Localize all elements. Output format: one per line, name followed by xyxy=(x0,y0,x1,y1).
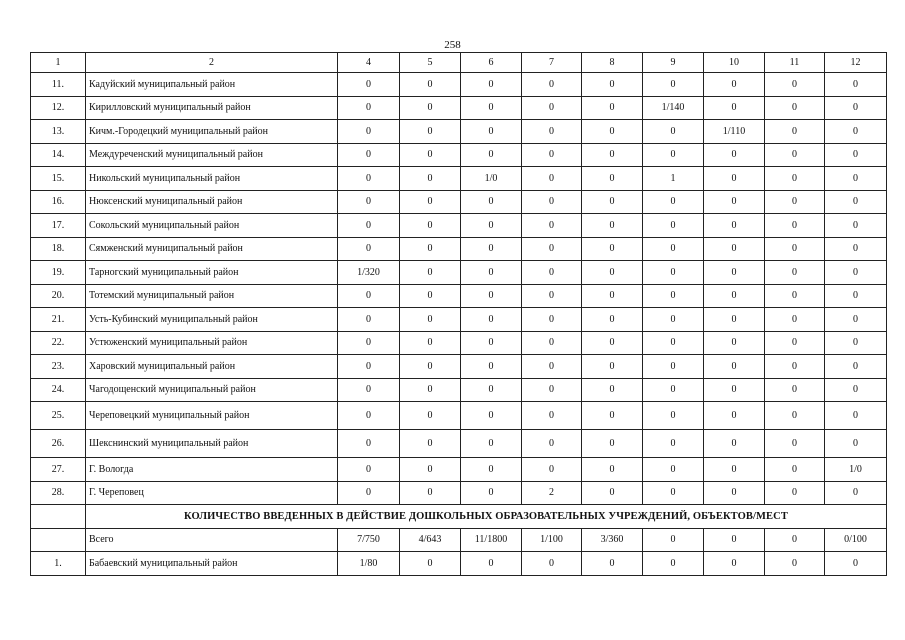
value-cell: 0 xyxy=(461,214,522,238)
district-name: Харовский муниципальный район xyxy=(86,355,338,379)
district-name: Сокольский муниципальный район xyxy=(86,214,338,238)
district-name: Устюженский муниципальный район xyxy=(86,331,338,355)
value-cell: 0 xyxy=(704,331,765,355)
value-cell: 0 xyxy=(400,143,461,167)
value-cell: 0 xyxy=(400,73,461,97)
value-cell: 0 xyxy=(825,308,887,332)
table-row xyxy=(31,552,887,576)
value-cell: 0 xyxy=(338,355,400,379)
value-cell: 0 xyxy=(338,237,400,261)
value-cell: 0 xyxy=(704,73,765,97)
value-cell: 0 xyxy=(582,458,643,482)
value-cell: 0 xyxy=(704,214,765,238)
header-cell: 7 xyxy=(522,53,582,73)
value-cell: 0 xyxy=(765,120,825,144)
total-row xyxy=(31,528,887,552)
value-cell: 0 xyxy=(522,120,582,144)
value-cell: 0 xyxy=(400,458,461,482)
table-row xyxy=(31,120,887,144)
district-name: Бабаевский муниципальный район xyxy=(86,552,338,576)
header-cell: 6 xyxy=(461,53,522,73)
district-name: Череповецкий муниципальный район xyxy=(86,402,338,430)
value-cell: 0 xyxy=(765,402,825,430)
value-cell: 0 xyxy=(643,552,704,576)
district-name: Нюксенский муниципальный район xyxy=(86,190,338,214)
district-name: Тотемский муниципальный район xyxy=(86,284,338,308)
row-number: 14. xyxy=(31,143,86,167)
header-row xyxy=(31,53,887,73)
value-cell: 0 xyxy=(825,237,887,261)
header-cell: 2 xyxy=(86,53,338,73)
value-cell: 0 xyxy=(522,190,582,214)
value-cell: 0 xyxy=(582,378,643,402)
header-cell: 4 xyxy=(338,53,400,73)
value-cell: 0 xyxy=(338,214,400,238)
value-cell: 0 xyxy=(643,378,704,402)
district-name: Кирилловский муниципальный район xyxy=(86,96,338,120)
value-cell: 0 xyxy=(522,458,582,482)
value-cell: 0 xyxy=(522,308,582,332)
value-cell: 0 xyxy=(825,96,887,120)
district-name: Усть-Кубинский муниципальный район xyxy=(86,308,338,332)
header-cell: 8 xyxy=(582,53,643,73)
value-cell: 0 xyxy=(704,190,765,214)
value-cell: 0 xyxy=(461,458,522,482)
district-name: Кичм.-Городецкий муниципальный район xyxy=(86,120,338,144)
value-cell: 0 xyxy=(338,284,400,308)
value-cell: 0 xyxy=(643,214,704,238)
value-cell: 1/140 xyxy=(643,96,704,120)
value-cell: 0 xyxy=(582,167,643,191)
table-row xyxy=(31,261,887,285)
value-cell: 0 xyxy=(582,331,643,355)
value-cell: 1/80 xyxy=(338,552,400,576)
value-cell: 0 xyxy=(765,167,825,191)
value-cell: 0 xyxy=(825,402,887,430)
value-cell: 0 xyxy=(825,190,887,214)
value-cell: 0 xyxy=(461,481,522,505)
value-cell: 1 xyxy=(643,167,704,191)
value-cell: 1/0 xyxy=(461,167,522,191)
value-cell: 0 xyxy=(704,552,765,576)
value-cell: 0 xyxy=(765,214,825,238)
value-cell: 0 xyxy=(643,308,704,332)
table-row xyxy=(31,190,887,214)
header-cell: 11 xyxy=(765,53,825,73)
value-cell: 11/1800 xyxy=(461,528,522,552)
value-cell: 0 xyxy=(461,355,522,379)
value-cell: 0 xyxy=(704,284,765,308)
value-cell: 0 xyxy=(582,261,643,285)
value-cell: 0 xyxy=(765,528,825,552)
row-number: 15. xyxy=(31,167,86,191)
header-cell: 10 xyxy=(704,53,765,73)
row-number: 24. xyxy=(31,378,86,402)
district-name: Шекснинский муниципальный район xyxy=(86,430,338,458)
value-cell: 0 xyxy=(643,430,704,458)
value-cell: 0 xyxy=(400,331,461,355)
value-cell: 0 xyxy=(825,167,887,191)
value-cell: 0 xyxy=(338,402,400,430)
row-number: 26. xyxy=(31,430,86,458)
value-cell: 0 xyxy=(400,167,461,191)
value-cell: 0/100 xyxy=(825,528,887,552)
value-cell: 0 xyxy=(522,237,582,261)
value-cell: 0 xyxy=(825,331,887,355)
value-cell: 0 xyxy=(582,96,643,120)
value-cell: 0 xyxy=(522,402,582,430)
value-cell: 0 xyxy=(522,331,582,355)
value-cell: 0 xyxy=(461,430,522,458)
value-cell: 0 xyxy=(825,481,887,505)
row-number: 21. xyxy=(31,308,86,332)
table-row xyxy=(31,378,887,402)
value-cell: 0 xyxy=(338,308,400,332)
value-cell: 0 xyxy=(765,430,825,458)
value-cell: 0 xyxy=(704,96,765,120)
table-row xyxy=(31,355,887,379)
value-cell: 0 xyxy=(338,96,400,120)
table-row xyxy=(31,331,887,355)
value-cell: 0 xyxy=(765,552,825,576)
district-name: Г. Череповец xyxy=(86,481,338,505)
row-number: 16. xyxy=(31,190,86,214)
value-cell: 0 xyxy=(461,261,522,285)
value-cell: 0 xyxy=(522,261,582,285)
row-number: 25. xyxy=(31,402,86,430)
header-cell: 12 xyxy=(825,53,887,73)
header-cell: 9 xyxy=(643,53,704,73)
table-row xyxy=(31,96,887,120)
value-cell: 0 xyxy=(400,96,461,120)
value-cell: 4/643 xyxy=(400,528,461,552)
row-number: 28. xyxy=(31,481,86,505)
value-cell: 0 xyxy=(582,143,643,167)
value-cell: 0 xyxy=(338,190,400,214)
row-number: 13. xyxy=(31,120,86,144)
row-number: 17. xyxy=(31,214,86,238)
value-cell: 0 xyxy=(338,430,400,458)
table-row xyxy=(31,430,887,458)
table-row xyxy=(31,284,887,308)
row-number: 1. xyxy=(31,552,86,576)
table-row xyxy=(31,481,887,505)
value-cell: 0 xyxy=(400,261,461,285)
table-row xyxy=(31,458,887,482)
data-table xyxy=(30,52,887,576)
value-cell: 0 xyxy=(582,355,643,379)
table-row xyxy=(31,237,887,261)
row-number: 11. xyxy=(31,73,86,97)
value-cell: 0 xyxy=(400,355,461,379)
value-cell: 0 xyxy=(400,552,461,576)
value-cell: 0 xyxy=(582,481,643,505)
value-cell: 0 xyxy=(704,355,765,379)
value-cell: 0 xyxy=(704,237,765,261)
value-cell: 0 xyxy=(704,378,765,402)
value-cell: 0 xyxy=(582,402,643,430)
section-row xyxy=(31,505,887,529)
table-body xyxy=(31,53,887,576)
district-name: Тарногский муниципальный район xyxy=(86,261,338,285)
value-cell: 3/360 xyxy=(582,528,643,552)
table-row xyxy=(31,214,887,238)
value-cell: 1/0 xyxy=(825,458,887,482)
value-cell: 0 xyxy=(582,552,643,576)
value-cell: 0 xyxy=(765,331,825,355)
value-cell: 0 xyxy=(400,402,461,430)
value-cell: 0 xyxy=(461,284,522,308)
row-number xyxy=(31,528,86,552)
value-cell: 0 xyxy=(522,284,582,308)
value-cell: 0 xyxy=(643,402,704,430)
value-cell: 0 xyxy=(400,378,461,402)
value-cell: 0 xyxy=(582,214,643,238)
value-cell: 0 xyxy=(522,143,582,167)
value-cell: 0 xyxy=(522,430,582,458)
value-cell: 0 xyxy=(765,261,825,285)
table-row xyxy=(31,73,887,97)
row-number: 27. xyxy=(31,458,86,482)
table-row xyxy=(31,167,887,191)
value-cell: 0 xyxy=(765,190,825,214)
value-cell: 0 xyxy=(522,552,582,576)
value-cell: 0 xyxy=(765,96,825,120)
value-cell: 0 xyxy=(338,120,400,144)
value-cell: 0 xyxy=(522,73,582,97)
value-cell: 0 xyxy=(704,402,765,430)
value-cell: 0 xyxy=(765,308,825,332)
value-cell: 0 xyxy=(643,73,704,97)
value-cell: 0 xyxy=(704,308,765,332)
value-cell: 0 xyxy=(338,378,400,402)
value-cell: 0 xyxy=(704,143,765,167)
value-cell: 0 xyxy=(582,190,643,214)
value-cell: 0 xyxy=(825,214,887,238)
district-name: Г. Вологда xyxy=(86,458,338,482)
value-cell: 0 xyxy=(825,284,887,308)
row-number: 18. xyxy=(31,237,86,261)
value-cell: 0 xyxy=(825,143,887,167)
value-cell: 1/110 xyxy=(704,120,765,144)
value-cell: 0 xyxy=(461,308,522,332)
value-cell: 0 xyxy=(704,167,765,191)
row-number: 20. xyxy=(31,284,86,308)
value-cell: 0 xyxy=(522,355,582,379)
value-cell: 0 xyxy=(461,120,522,144)
value-cell: 0 xyxy=(765,355,825,379)
value-cell: 0 xyxy=(765,284,825,308)
table-row xyxy=(31,402,887,430)
value-cell: 0 xyxy=(582,120,643,144)
district-name: Сямженский муниципальный район xyxy=(86,237,338,261)
value-cell: 0 xyxy=(643,528,704,552)
value-cell: 0 xyxy=(704,430,765,458)
value-cell: 0 xyxy=(461,73,522,97)
value-cell: 0 xyxy=(400,214,461,238)
section-blank-cell xyxy=(31,505,86,529)
value-cell: 0 xyxy=(643,331,704,355)
district-name: Чагодощенский муниципальный район xyxy=(86,378,338,402)
value-cell: 0 xyxy=(765,143,825,167)
district-name: Кадуйский муниципальный район xyxy=(86,73,338,97)
value-cell: 0 xyxy=(765,458,825,482)
value-cell: 0 xyxy=(522,378,582,402)
value-cell: 0 xyxy=(643,120,704,144)
header-cell: 5 xyxy=(400,53,461,73)
value-cell: 0 xyxy=(704,528,765,552)
value-cell: 0 xyxy=(582,73,643,97)
value-cell: 0 xyxy=(643,190,704,214)
value-cell: 0 xyxy=(400,284,461,308)
table-row xyxy=(31,143,887,167)
value-cell: 0 xyxy=(643,481,704,505)
value-cell: 0 xyxy=(582,430,643,458)
value-cell: 0 xyxy=(582,284,643,308)
value-cell: 0 xyxy=(338,143,400,167)
value-cell: 0 xyxy=(400,430,461,458)
value-cell: 0 xyxy=(461,143,522,167)
district-name: Всего xyxy=(86,528,338,552)
value-cell: 0 xyxy=(825,355,887,379)
value-cell: 0 xyxy=(765,73,825,97)
value-cell: 0 xyxy=(522,96,582,120)
value-cell: 0 xyxy=(338,73,400,97)
value-cell: 0 xyxy=(765,237,825,261)
value-cell: 0 xyxy=(704,481,765,505)
value-cell: 0 xyxy=(825,430,887,458)
value-cell: 0 xyxy=(643,237,704,261)
value-cell: 0 xyxy=(400,308,461,332)
value-cell: 0 xyxy=(825,73,887,97)
district-name: Междуреченский муниципальный район xyxy=(86,143,338,167)
value-cell: 0 xyxy=(825,378,887,402)
value-cell: 0 xyxy=(400,190,461,214)
value-cell: 0 xyxy=(643,458,704,482)
value-cell: 0 xyxy=(400,481,461,505)
value-cell: 0 xyxy=(582,308,643,332)
value-cell: 0 xyxy=(643,355,704,379)
value-cell: 0 xyxy=(522,167,582,191)
value-cell: 0 xyxy=(461,190,522,214)
value-cell: 0 xyxy=(338,458,400,482)
row-number: 23. xyxy=(31,355,86,379)
value-cell: 0 xyxy=(338,481,400,505)
value-cell: 0 xyxy=(825,552,887,576)
value-cell: 0 xyxy=(582,237,643,261)
value-cell: 0 xyxy=(643,143,704,167)
value-cell: 0 xyxy=(825,120,887,144)
value-cell: 0 xyxy=(400,120,461,144)
value-cell: 1/320 xyxy=(338,261,400,285)
value-cell: 0 xyxy=(522,214,582,238)
value-cell: 0 xyxy=(643,284,704,308)
value-cell: 0 xyxy=(461,96,522,120)
value-cell: 0 xyxy=(461,402,522,430)
value-cell: 0 xyxy=(400,237,461,261)
header-cell: 1 xyxy=(31,53,86,73)
value-cell: 0 xyxy=(704,261,765,285)
value-cell: 2 xyxy=(522,481,582,505)
row-number: 19. xyxy=(31,261,86,285)
value-cell: 0 xyxy=(643,261,704,285)
district-name: Никольский муниципальный район xyxy=(86,167,338,191)
value-cell: 0 xyxy=(461,331,522,355)
value-cell: 0 xyxy=(461,552,522,576)
value-cell: 0 xyxy=(338,331,400,355)
row-number: 22. xyxy=(31,331,86,355)
value-cell: 0 xyxy=(765,378,825,402)
row-number: 12. xyxy=(31,96,86,120)
value-cell: 0 xyxy=(704,458,765,482)
value-cell: 0 xyxy=(765,481,825,505)
table-row xyxy=(31,308,887,332)
value-cell: 0 xyxy=(338,167,400,191)
value-cell: 7/750 xyxy=(338,528,400,552)
page-number: 258 xyxy=(444,39,461,51)
value-cell: 0 xyxy=(461,378,522,402)
value-cell: 1/100 xyxy=(522,528,582,552)
value-cell: 0 xyxy=(825,261,887,285)
value-cell: 0 xyxy=(461,237,522,261)
section-title: КОЛИЧЕСТВО ВВЕДЕННЫХ В ДЕЙСТВИЕ ДОШКОЛЬНЫХ ОБРАЗОВАТЕЛЬНЫХ УЧРЕЖДЕНИЙ, ОБЪЕКТОВ/МЕСТ xyxy=(86,505,887,529)
